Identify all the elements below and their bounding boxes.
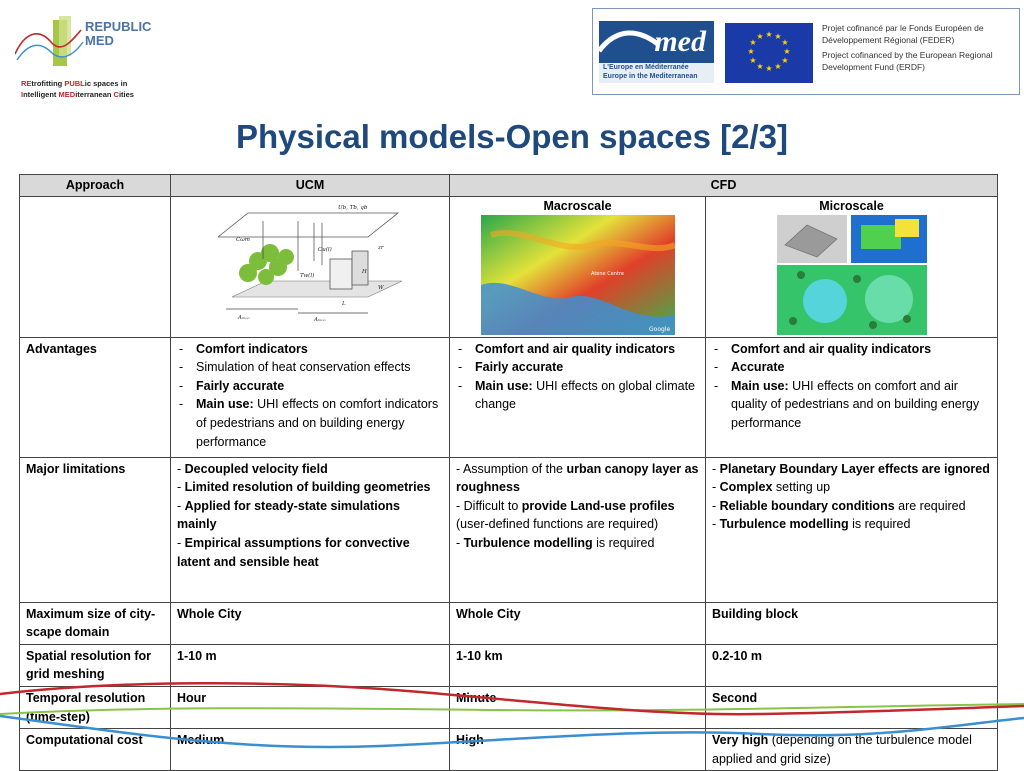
microscale-simulation-image	[777, 215, 927, 335]
value-macro: High	[450, 729, 706, 771]
limitation-line: - Empirical assumptions for convective latent and sensible heat	[177, 535, 410, 569]
svg-text:★: ★	[747, 47, 755, 56]
ucm-diagram-label-l: L	[341, 300, 346, 307]
advantages-micro-list	[712, 340, 991, 433]
limitation-line: - Planetary Boundary Layer effects are ignored	[712, 461, 990, 476]
list-item	[177, 358, 443, 377]
advantages-ucm-list	[177, 340, 443, 452]
limitation-line: - Decoupled velocity field	[177, 461, 328, 476]
svg-text:★: ★	[774, 62, 782, 71]
row-label-advantages: Advantages	[20, 337, 171, 457]
ucm-diagram-label-w: W	[377, 284, 384, 291]
list-item	[456, 377, 699, 414]
tagline-part: ntelligent	[23, 90, 59, 99]
limitation-line: - Reliable boundary conditions are required	[712, 498, 966, 513]
list-item	[456, 358, 699, 377]
advantages-macro	[450, 337, 706, 457]
tagline-part: ities	[118, 90, 134, 99]
ucm-diagram-label-c3: Tw(l)	[299, 272, 314, 279]
value-micro	[706, 602, 998, 644]
limitation-line: - Difficult to provide Land-use profiles (user-defined functions are required)	[456, 498, 675, 532]
list-item-bold: Comfort and air quality indicators	[731, 341, 932, 356]
limitations-micro	[706, 457, 998, 602]
value-macro: Whole City	[450, 602, 706, 644]
value-ucm: 1-10 m	[171, 644, 450, 686]
value-ucm: Hour	[171, 686, 450, 728]
value-ucm: Whole City	[171, 602, 450, 644]
header-approach: Approach	[20, 175, 171, 197]
list-item-bold: Main use:	[475, 378, 533, 393]
value-micro-extra: (depending on the turbulence model applied and grid size)	[712, 733, 972, 766]
list-item-bold: Accurate	[731, 360, 785, 375]
list-item-bold: Comfort and air quality indicators	[475, 341, 676, 356]
logo-brand-line2: MED	[85, 33, 114, 48]
value-micro-bold: Building block	[712, 606, 799, 621]
limitation-line: - Assumption of the urban canopy layer as roughness	[456, 461, 699, 495]
ucm-diagram-label-z: zr	[377, 244, 384, 251]
tagline-part: I	[21, 90, 24, 99]
list-item	[177, 340, 443, 359]
tagline-part: ic spaces in	[84, 79, 128, 88]
row-label: Maximum size of city-scape domain	[20, 602, 171, 644]
med-logo-sub-fr: L'Europe en Méditerranée	[603, 64, 689, 71]
ucm-diagram-label-c2: Cu(l)	[317, 246, 332, 253]
med-programme-logo	[599, 21, 714, 83]
med-logo-subtitle	[599, 63, 714, 83]
table-row	[20, 729, 998, 771]
value-macro: Minute	[450, 686, 706, 728]
eu-flag-icon	[725, 23, 813, 83]
limitation-line: - Applied for steady-state simulations mainly	[177, 498, 400, 532]
limitation-line: - Complex setting up	[712, 480, 831, 495]
google-watermark: Google	[648, 325, 670, 333]
ucm-diagram-cell	[171, 196, 450, 337]
ucm-diagram-image	[218, 201, 403, 327]
svg-text:★: ★	[749, 56, 757, 65]
value-micro-bold: Very high	[712, 733, 769, 748]
limitation-line: - Turbulence modelling is required	[712, 517, 911, 532]
tagline-part: PUBL	[64, 79, 85, 88]
macroscale-cell	[450, 196, 706, 337]
list-item-text: UHI effects on global climate change	[475, 378, 696, 412]
advantages-ucm	[171, 337, 450, 457]
macroscale-map-image	[481, 215, 675, 335]
logo-brand-line1: REPUBLIC	[85, 19, 152, 34]
list-item-bold: Main use:	[731, 378, 789, 393]
tagline-part: RE	[21, 79, 32, 88]
value-ucm: Medium	[171, 729, 450, 771]
limitations-ucm	[171, 457, 450, 602]
list-item-bold: Fairly accurate	[475, 360, 564, 375]
list-item-text: Simulation of heat conservation effects	[196, 360, 411, 375]
subheader-macroscale: Macroscale	[543, 198, 612, 213]
table-row-images	[20, 196, 998, 337]
ucm-diagram-label-a2: Aₘₒₒ	[313, 316, 326, 323]
row-label: Computational cost	[20, 729, 171, 771]
table-row-advantages	[20, 337, 998, 457]
value-macro: 1-10 km	[450, 644, 706, 686]
republic-med-emblem-icon	[15, 12, 85, 72]
value-micro	[706, 686, 998, 728]
svg-text:★: ★	[783, 47, 791, 56]
list-item	[177, 395, 443, 451]
row-label: Spatial resolution for grid meshing	[20, 644, 171, 686]
table-row-limitations	[20, 457, 998, 602]
svg-text:★: ★	[756, 62, 764, 71]
value-micro-bold: Second	[712, 690, 758, 705]
med-logo-text: med	[654, 25, 706, 58]
macroscale-place-label: Atene Centre	[590, 270, 624, 277]
advantages-macro-list	[456, 340, 699, 414]
page-title: Physical models-Open spaces [2/3]	[235, 118, 789, 155]
tagline-part: C	[113, 90, 119, 99]
tagline-part: MED	[58, 90, 76, 99]
svg-text:★: ★	[749, 38, 757, 47]
table-row	[20, 644, 998, 686]
table-row	[20, 602, 998, 644]
list-item	[712, 377, 991, 433]
list-item-bold: Comfort indicators	[196, 341, 308, 356]
list-item	[177, 377, 443, 396]
svg-text:★: ★	[765, 30, 773, 39]
header-ucm: UCM	[171, 175, 450, 197]
list-item-text: UHI effects on comfort indicators of pedestrians and on building energy performance	[196, 397, 439, 449]
ucm-diagram-label-c1: Cωm	[235, 236, 250, 243]
value-micro-bold: 0.2-10 m	[712, 648, 763, 663]
list-item	[712, 340, 991, 359]
tagline-part: iterranean	[75, 90, 114, 99]
row-label-limitations: Major limitations	[20, 457, 171, 602]
row-label: Temporal resolution (time-step)	[20, 686, 171, 728]
logo-brand	[85, 20, 151, 48]
svg-text:★: ★	[774, 32, 782, 41]
list-item-text: UHI effects on comfort and air quality of pedestrians and on building energy performance	[731, 378, 980, 430]
list-item	[712, 358, 991, 377]
limitation-line: - Limited resolution of building geometries	[177, 480, 431, 495]
header-cfd: CFD	[450, 175, 998, 197]
logo-tagline	[21, 78, 134, 100]
eu-funding-text-fr: Projet cofinancé par le Fonds Européen de Développement Régional (FEDER)	[822, 23, 984, 45]
eu-funding-text-en: Project cofinanced by the European Regional Development Fund (ERDF)	[822, 50, 993, 72]
list-item-bold: Fairly accurate	[196, 378, 285, 393]
eu-funding-text	[822, 23, 1017, 73]
ucm-diagram-label-a1: Aₘₒₒ	[237, 314, 250, 321]
svg-text:★: ★	[765, 64, 773, 73]
advantages-micro	[706, 337, 998, 457]
microscale-cell	[706, 196, 998, 337]
table-header-row	[20, 175, 998, 197]
value-micro	[706, 729, 998, 771]
value-micro	[706, 644, 998, 686]
table-row	[20, 686, 998, 728]
tagline-part: trofitting	[31, 79, 65, 88]
subheader-microscale: Microscale	[819, 198, 884, 213]
list-item	[456, 340, 699, 359]
empty-cell	[20, 196, 171, 337]
limitations-macro	[450, 457, 706, 602]
svg-text:★: ★	[756, 32, 764, 41]
svg-text:★: ★	[781, 38, 789, 47]
republic-med-logo	[15, 12, 165, 107]
list-item-bold: Main use:	[196, 397, 254, 412]
comparison-table	[19, 174, 998, 771]
med-logo-sub-en: Europe in the Mediterranean	[603, 73, 698, 80]
limitation-line: - Turbulence modelling is required	[456, 535, 655, 550]
ucm-diagram-label-top: Ub, Tb, qb	[337, 204, 367, 211]
svg-text:★: ★	[781, 56, 789, 65]
eu-funding-banner	[592, 8, 1020, 95]
ucm-diagram-label-h: H	[361, 268, 367, 275]
